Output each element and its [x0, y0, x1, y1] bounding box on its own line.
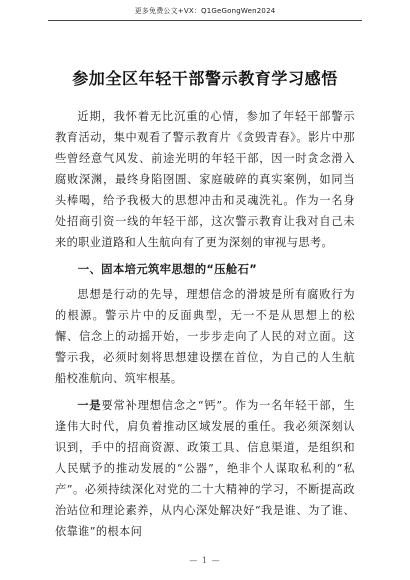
document-body	[55, 106, 355, 548]
section-paragraph: 思想是行动的先导，理想信念的滑坡是所有腐败行为的根源。警示片中的反面典型，无一不是从思想上的松懈、信念上的动摇开始，一步步走向了人民的对立面。这警示我，必须时刻将思想建设摆在首位，为自己的人生航船校准航向、筑牢根基。	[55, 288, 355, 385]
section-paragraph-point-one	[55, 395, 355, 542]
point-text: 要常补理想信念之“钙”。作为一名年轻干部，生逢伟大时代，肩负着推动区域发展的重任。我必须深刻认识到，手中的招商资源、政策工具、信息渠道，是组织和人民赋予的推动发展的“公器”，绝非个人谋取私利的“私产”。必须持续深化对党的二十大精神的学习，不断提高政治站位和理论素养，从内心深处解决好“我是谁、为了谁、依靠谁”的根本问	[55, 399, 355, 538]
section-heading: 一、固本培元筑牢思想的“压舱石”	[77, 262, 258, 276]
header-divider	[48, 20, 362, 21]
document-title: 参加全区年轻干部警示教育学习感悟	[72, 69, 338, 88]
point-lead: 一是	[77, 399, 102, 412]
page-number: — 1 —	[189, 556, 221, 565]
header-note: 更多免费公文+VX：Q1GeGongWen2024	[134, 7, 276, 15]
intro-paragraph: 近期，我怀着无比沉重的心情，参加了年轻干部警示教育活动，集中观看了警示教育片《贪毁青春》。影片中那些曾经意气风发、前途光明的年轻干部，因一时贪念滑入腐败深渊，最终身陷囹圄、家庭破碎的真实案例，如同当头棒喝，给予我极大的思想冲击和灵魂洗礼。作为一名身处招商引资一线的年轻干部，这次警示教育让我对自己未来的职业道路和人生航向有了更为深刻的审视与思考。	[55, 110, 355, 249]
